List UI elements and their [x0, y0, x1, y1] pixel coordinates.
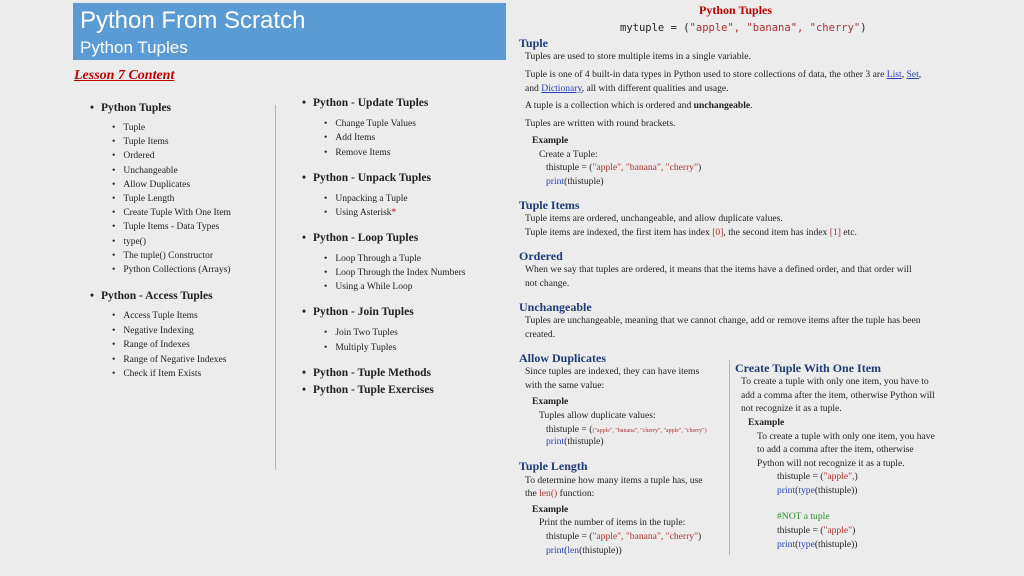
paragraph: Since tuples are indexed, they can have items — [525, 366, 700, 377]
code-line: thistuple = (("apple", "banana", "cherry", "apple", "cherry") — [546, 424, 707, 435]
example-text: Python will not recognize it as a tuple. — [757, 458, 905, 469]
code-line: print(thistuple) — [546, 176, 604, 187]
example-text: To create a tuple with only one item, you have — [757, 431, 935, 442]
toc-item[interactable]: • Allow Duplicates — [112, 180, 190, 190]
toc-item[interactable]: • Loop Through a Tuple — [324, 254, 421, 264]
code-line: print(type(thistuple)) — [777, 539, 858, 550]
toc-item[interactable]: • Tuple Items — [112, 137, 169, 147]
toc-section[interactable]: • Python - Update Tuples — [302, 97, 428, 109]
toc-item[interactable]: • Remove Items — [324, 148, 390, 158]
mytuple-code: mytuple = ("apple", "banana", "cherry") — [620, 22, 867, 34]
column-divider — [275, 105, 276, 470]
heading-allow-duplicates: Allow Duplicates — [519, 351, 606, 365]
doc-title: Python Tuples — [699, 3, 773, 17]
paragraph: To determine how many items a tuple has, use — [525, 475, 703, 486]
toc-item[interactable]: • Join Two Tuples — [324, 328, 398, 338]
paragraph: Tuples are used to store multiple items in a single variable. — [525, 51, 751, 62]
toc-item[interactable]: • Unchangeable — [112, 166, 178, 176]
code-line: thistuple = ("apple", "banana", "cherry") — [546, 531, 702, 542]
heading-tuple: Tuple — [519, 36, 548, 50]
paragraph: Tuple items are ordered, unchangeable, and allow duplicate values. — [525, 213, 783, 224]
course-title: Python From Scratch — [80, 7, 306, 34]
toc-item[interactable]: • Change Tuple Values — [324, 119, 416, 129]
example-text: Print the number of items in the tuple: — [539, 517, 686, 528]
link-dictionary[interactable]: Dictionary — [541, 83, 582, 94]
toc-section[interactable]: • Python - Tuple Exercises — [302, 384, 434, 396]
paragraph: Tuples are unchangeable, meaning that we cannot change, add or remove items after the tuple has been — [525, 315, 921, 326]
code-comment: #NOT a tuple — [777, 511, 830, 522]
title-banner — [73, 3, 506, 60]
toc-item[interactable]: • Ordered — [112, 151, 154, 161]
toc-item[interactable]: • The tuple() Constructor — [112, 251, 213, 261]
column-divider — [729, 360, 730, 555]
code-line: thistuple = ("apple") — [777, 525, 856, 536]
code-line: print(type(thistuple)) — [777, 485, 858, 496]
toc-item[interactable]: • Unpacking a Tuple — [324, 194, 408, 204]
paragraph: When we say that tuples are ordered, it means that the items have a defined order, and that order will — [525, 264, 912, 275]
paragraph: with the same value: — [525, 380, 605, 391]
heading-unchangeable: Unchangeable — [519, 300, 592, 314]
toc-section[interactable]: • Python Tuples — [90, 102, 171, 114]
toc-item[interactable]: • Tuple Items - Data Types — [112, 222, 219, 232]
toc-item[interactable]: • Using Asterisk* — [324, 208, 396, 218]
paragraph: A tuple is a collection which is ordered and unchangeable. — [525, 100, 753, 111]
toc-item[interactable]: • Access Tuple Items — [112, 311, 198, 321]
lesson-heading: Lesson 7 Content — [74, 68, 175, 83]
paragraph: not recognize it as a tuple. — [741, 403, 842, 414]
toc-item[interactable]: • Tuple Length — [112, 194, 174, 204]
toc-item[interactable]: • Tuple — [112, 123, 145, 133]
paragraph: the len() function: — [525, 488, 595, 499]
toc-section[interactable]: • Python - Loop Tuples — [302, 232, 418, 244]
heading-tuple-length: Tuple Length — [519, 459, 588, 473]
toc-item[interactable]: • Using a While Loop — [324, 282, 412, 292]
toc-item[interactable]: • Negative Indexing — [112, 326, 194, 336]
toc-item[interactable]: • Range of Negative Indexes — [112, 355, 226, 365]
example-label: Example — [748, 417, 785, 428]
toc-section[interactable]: • Python - Tuple Methods — [302, 367, 431, 379]
heading-create-one-item: Create Tuple With One Item — [735, 361, 882, 375]
link-list[interactable]: List — [886, 69, 902, 80]
example-text: Create a Tuple: — [539, 149, 598, 160]
lesson-subtitle: Python Tuples — [80, 38, 188, 57]
paragraph: To create a tuple with only one item, you have to — [741, 376, 929, 387]
paragraph: and Dictionary, all with different qualities and usage. — [525, 83, 729, 94]
toc-item[interactable]: • Multiply Tuples — [324, 343, 396, 353]
code-line: print(thistuple) — [546, 436, 604, 447]
toc-section[interactable]: • Python - Join Tuples — [302, 306, 414, 318]
paragraph: not change. — [525, 278, 570, 289]
paragraph: created. — [525, 329, 556, 340]
example-label: Example — [532, 396, 569, 407]
code-line: thistuple = ("apple", "banana", "cherry") — [546, 162, 702, 173]
example-label: Example — [532, 504, 569, 515]
toc-item[interactable]: • Check if Item Exists — [112, 369, 201, 379]
toc-item[interactable]: • Add Items — [324, 133, 375, 143]
code-line: thistuple = ("apple",) — [777, 471, 858, 482]
heading-ordered: Ordered — [519, 249, 563, 263]
toc-item[interactable]: • Range of Indexes — [112, 340, 190, 350]
paragraph: Tuples are written with round brackets. — [525, 118, 676, 129]
toc-section[interactable]: • Python - Access Tuples — [90, 290, 213, 302]
toc-item[interactable]: • Loop Through the Index Numbers — [324, 268, 466, 278]
paragraph: Tuple items are indexed, the first item has index [0], the second item has index [1] etc. — [525, 227, 857, 238]
toc-item[interactable]: • type() — [112, 237, 146, 247]
paragraph: Tuple is one of 4 built-in data types in Python used to store collections of data, the other 3 are List, Set, — [525, 69, 922, 80]
toc-item[interactable]: • Python Collections (Arrays) — [112, 265, 230, 275]
code-line: print(len(thistuple)) — [546, 545, 622, 556]
paragraph: add a comma after the item, otherwise Python will — [741, 390, 935, 401]
example-label: Example — [532, 135, 569, 146]
heading-tuple-items: Tuple Items — [519, 198, 580, 212]
toc-item[interactable]: • Create Tuple With One Item — [112, 208, 231, 218]
example-text: Tuples allow duplicate values: — [539, 410, 656, 421]
link-set[interactable]: Set — [906, 69, 919, 80]
toc-section[interactable]: • Python - Unpack Tuples — [302, 172, 431, 184]
example-text: to add a comma after the item, otherwise — [757, 444, 914, 455]
